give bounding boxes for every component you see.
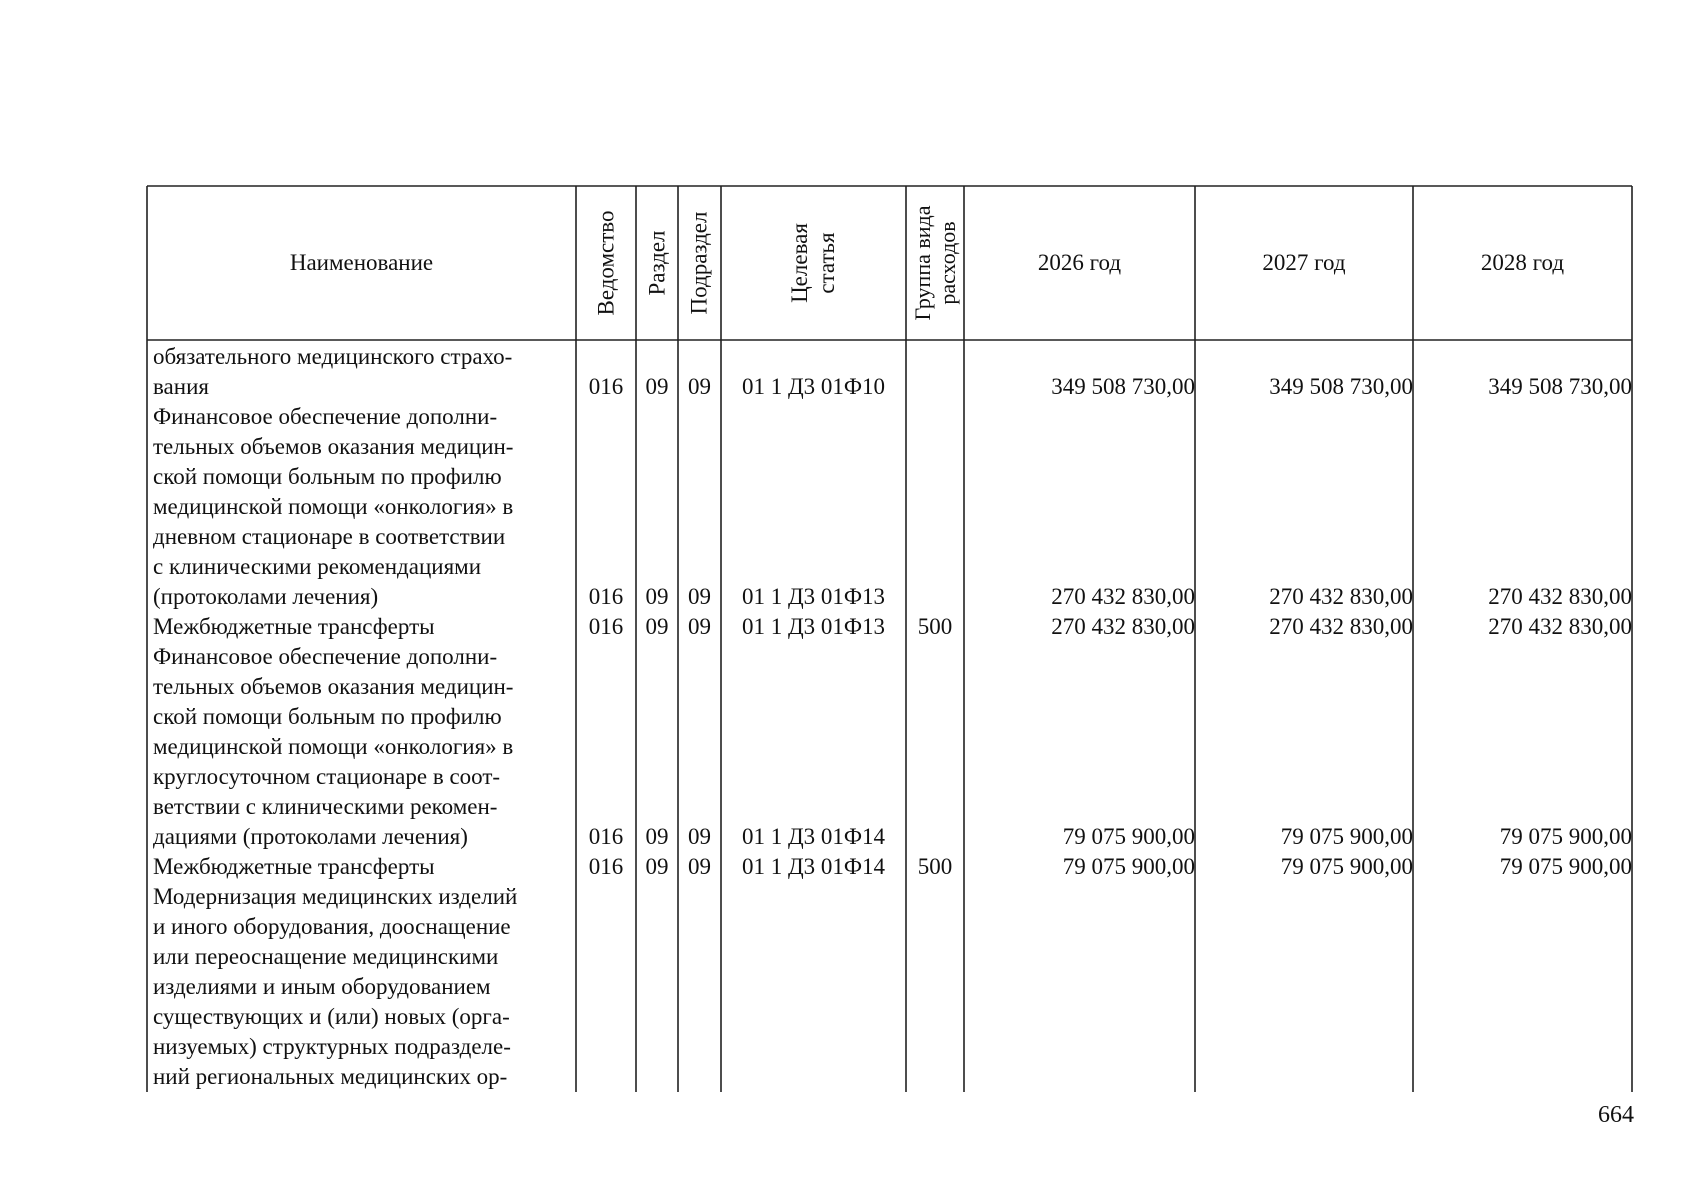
header-gruppa [910,206,960,321]
name-line: существующих и (или) новых (орга- [153,1004,510,1029]
header-gruppa-line2: расходов [935,221,960,305]
cell-gruppa: 500 [917,614,953,639]
cell-2026: 349 508 730,00 [1051,374,1195,399]
name-line: круглосуточном стационаре в соот- [153,764,501,789]
cell-vedomstvo: 016 [588,824,624,849]
name-line: медицинской помощи «онкология» в [153,734,514,759]
header-2026: 2026 год [1037,250,1122,275]
name-line: вания [153,374,209,399]
cell-razdel: 09 [645,614,669,639]
name-line: ветствии с клиническими рекомен- [153,794,498,819]
cell-celevaya: 01 1 Д3 01Ф14 [741,824,886,849]
name-line: Межбюджетные трансферты [153,614,435,639]
cell-gruppa: 500 [917,854,953,879]
name-line: низуемых) структурных подразделе- [153,1034,511,1059]
cell-2026: 79 075 900,00 [1062,824,1195,849]
name-line: изделиями и иным оборудованием [153,974,491,999]
cell-podrazdel: 09 [688,614,711,639]
cell-razdel: 09 [645,824,669,849]
name-line: тельных объемов оказания медицин- [153,434,514,459]
cell-2028: 270 432 830,00 [1488,614,1632,639]
cell-vedomstvo: 016 [588,854,624,879]
row-name [153,342,573,402]
cell-vedomstvo: 016 [588,614,624,639]
cell-vedomstvo: 016 [588,584,624,609]
cell-razdel: 09 [645,584,669,609]
cell-2027: 79 075 900,00 [1280,854,1413,879]
row-name [153,612,573,642]
header-celevaya [786,223,840,303]
header-name: Наименование [289,250,434,275]
name-line: с клиническими рекомендациями [153,554,482,579]
cell-razdel: 09 [645,374,669,399]
header-razdel: Раздел [644,230,670,296]
name-line: Модернизация медицинских изделий [153,884,518,909]
cell-2027: 270 432 830,00 [1269,614,1413,639]
cell-razdel: 09 [645,854,669,879]
cell-podrazdel: 09 [688,854,711,879]
cell-podrazdel: 09 [688,824,711,849]
row-name [153,852,573,882]
cell-celevaya: 01 1 Д3 01Ф13 [741,614,886,639]
name-line: Межбюджетные трансферты [153,854,435,879]
cell-2027: 79 075 900,00 [1280,824,1413,849]
name-line: дневном стационаре в соответствии [153,524,506,549]
header-gruppa-line1: Группа вида [910,205,935,321]
cell-2026: 270 432 830,00 [1051,584,1195,609]
name-line: Финансовое обеспечение дополни- [153,644,498,669]
cell-2028: 270 432 830,00 [1488,584,1632,609]
name-line: Финансовое обеспечение дополни- [153,404,498,429]
name-line: медицинской помощи «онкология» в [153,494,514,519]
name-line: ской помощи больным по профилю [153,704,502,729]
cell-2028: 349 508 730,00 [1488,374,1632,399]
page-number: 664 [1598,1102,1634,1128]
row-name [153,882,573,1092]
header-celevaya-line1: Целевая [787,223,812,303]
name-line: и иного оборудования, дооснащение [153,914,511,939]
name-line: ской помощи больным по профилю [153,464,502,489]
header-podrazdel: Подраздел [686,211,712,315]
cell-2027: 270 432 830,00 [1269,584,1413,609]
cell-2028: 79 075 900,00 [1499,854,1632,879]
row-name [153,402,573,612]
name-line: или переоснащение медицинскими [153,944,499,969]
cell-podrazdel: 09 [688,374,711,399]
row-name [153,642,573,852]
cell-2028: 79 075 900,00 [1499,824,1632,849]
header-celevaya-line2: статья [814,232,839,294]
cell-2026: 79 075 900,00 [1062,854,1195,879]
name-line: обязательного медицинского страхо- [153,344,513,369]
cell-celevaya: 01 1 Д3 01Ф14 [741,854,886,879]
cell-celevaya: 01 1 Д3 01Ф10 [741,374,886,399]
cell-celevaya: 01 1 Д3 01Ф13 [741,584,886,609]
header-2027: 2027 год [1262,250,1346,275]
name-line: ний региональных медицинских ор- [153,1064,508,1089]
name-line: тельных объемов оказания медицин- [153,674,514,699]
cell-podrazdel: 09 [688,584,711,609]
header-2028: 2028 год [1480,250,1565,275]
header-vedomstvo: Ведомство [593,210,619,316]
name-line: дациями (протоколами лечения) [153,824,468,849]
cell-vedomstvo: 016 [588,374,624,399]
cell-2027: 349 508 730,00 [1269,374,1413,399]
cell-2026: 270 432 830,00 [1051,614,1195,639]
name-line: (протоколами лечения) [153,584,379,609]
